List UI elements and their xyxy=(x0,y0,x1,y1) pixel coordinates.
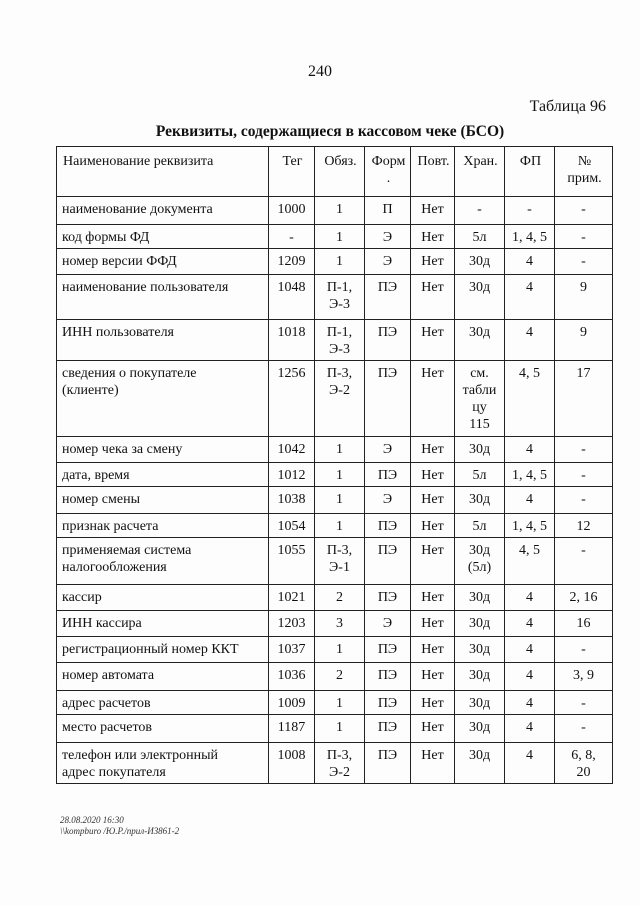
table-row xyxy=(57,225,613,249)
cell-mandatory: П-3, Э-1 xyxy=(315,538,365,585)
cell-name: применяемая система налогообложения xyxy=(57,538,269,585)
cell-storage: 30д xyxy=(455,320,505,361)
cell-storage: 30д xyxy=(455,487,505,514)
cell-name: номер смены xyxy=(57,487,269,514)
header-fp: ФП xyxy=(505,147,555,197)
cell-storage: 5л xyxy=(455,463,505,487)
cell-tag: 1038 xyxy=(269,487,315,514)
cell-name: регистрационный номер ККТ xyxy=(57,637,269,663)
cell-tag: 1036 xyxy=(269,663,315,691)
cell-note: 16 xyxy=(555,611,613,637)
cell-fp: 4 xyxy=(505,637,555,663)
cell-name: номер чека за смену xyxy=(57,437,269,463)
cell-repeat: Нет xyxy=(411,585,455,611)
header-storage: Хран. xyxy=(455,147,505,197)
cell-tag: 1037 xyxy=(269,637,315,663)
cell-repeat: Нет xyxy=(411,249,455,275)
table-row xyxy=(57,663,613,691)
cell-form: Э xyxy=(365,225,411,249)
header-tag: Тег xyxy=(269,147,315,197)
cell-form: ПЭ xyxy=(365,743,411,784)
header-repeat: Повт. xyxy=(411,147,455,197)
cell-repeat: Нет xyxy=(411,437,455,463)
cell-form: ПЭ xyxy=(365,538,411,585)
cell-tag: 1054 xyxy=(269,514,315,538)
cell-fp: 4, 5 xyxy=(505,538,555,585)
cell-form: ПЭ xyxy=(365,275,411,320)
cell-form: Э xyxy=(365,249,411,275)
cell-repeat: Нет xyxy=(411,487,455,514)
cell-fp: - xyxy=(505,197,555,225)
table-row xyxy=(57,437,613,463)
footer-line-1: 28.08.2020 16:30 xyxy=(60,815,124,825)
cell-note: - xyxy=(555,691,613,715)
cell-name: код формы ФД xyxy=(57,225,269,249)
cell-repeat: Нет xyxy=(411,743,455,784)
cell-tag: 1048 xyxy=(269,275,315,320)
cell-tag: 1203 xyxy=(269,611,315,637)
cell-storage: 30д xyxy=(455,249,505,275)
cell-fp: 4 xyxy=(505,715,555,743)
table-row xyxy=(57,585,613,611)
cell-note: 2, 16 xyxy=(555,585,613,611)
cell-mandatory: 1 xyxy=(315,463,365,487)
table-label: Таблица 96 xyxy=(529,98,606,115)
cell-repeat: Нет xyxy=(411,225,455,249)
cell-tag: 1012 xyxy=(269,463,315,487)
table-row xyxy=(57,320,613,361)
cell-mandatory: 2 xyxy=(315,663,365,691)
cell-note: - xyxy=(555,463,613,487)
cell-name: телефон или электронный адрес покупателя xyxy=(57,743,269,784)
cell-repeat: Нет xyxy=(411,691,455,715)
table-row xyxy=(57,514,613,538)
cell-note: - xyxy=(555,487,613,514)
table-row xyxy=(57,463,613,487)
table-row xyxy=(57,691,613,715)
cell-note: 17 xyxy=(555,361,613,437)
cell-repeat: Нет xyxy=(411,361,455,437)
cell-name: наименование документа xyxy=(57,197,269,225)
cell-fp: 1, 4, 5 xyxy=(505,225,555,249)
cell-tag: 1000 xyxy=(269,197,315,225)
table-row xyxy=(57,538,613,585)
cell-repeat: Нет xyxy=(411,715,455,743)
cell-mandatory: П-3, Э-2 xyxy=(315,361,365,437)
cell-mandatory: П-1, Э-3 xyxy=(315,320,365,361)
cell-storage: 30д xyxy=(455,637,505,663)
cell-mandatory: 2 xyxy=(315,585,365,611)
cell-storage: 30д xyxy=(455,611,505,637)
cell-fp: 4, 5 xyxy=(505,361,555,437)
cell-repeat: Нет xyxy=(411,611,455,637)
cell-mandatory: 1 xyxy=(315,225,365,249)
header-mandatory: Обяз. xyxy=(315,147,365,197)
cell-form: ПЭ xyxy=(365,361,411,437)
cell-form: ПЭ xyxy=(365,514,411,538)
cell-storage: 30д xyxy=(455,585,505,611)
table-title: Реквизиты, содержащиеся в кассовом чеке (БСО) xyxy=(155,123,505,140)
cell-tag: 1009 xyxy=(269,691,315,715)
cell-repeat: Нет xyxy=(411,463,455,487)
cell-mandatory: 3 xyxy=(315,611,365,637)
cell-fp: 4 xyxy=(505,691,555,715)
table-row xyxy=(57,743,613,784)
cell-repeat: Нет xyxy=(411,637,455,663)
cell-note: 3, 9 xyxy=(555,663,613,691)
cell-name: наименование пользователя xyxy=(57,275,269,320)
cell-form: ПЭ xyxy=(365,663,411,691)
cell-form: ПЭ xyxy=(365,463,411,487)
cell-repeat: Нет xyxy=(411,663,455,691)
cell-name: номер версии ФФД xyxy=(57,249,269,275)
cell-storage: 30д (5л) xyxy=(455,538,505,585)
cell-repeat: Нет xyxy=(411,538,455,585)
cell-name: дата, время xyxy=(57,463,269,487)
cell-fp: 4 xyxy=(505,585,555,611)
table-row xyxy=(57,275,613,320)
header-note: № прим. xyxy=(555,147,613,197)
cell-storage: 30д xyxy=(455,715,505,743)
cell-tag: 1008 xyxy=(269,743,315,784)
cell-storage: 30д xyxy=(455,275,505,320)
cell-mandatory: П-1, Э-3 xyxy=(315,275,365,320)
table-row xyxy=(57,197,613,225)
cell-repeat: Нет xyxy=(411,514,455,538)
cell-storage: 30д xyxy=(455,691,505,715)
cell-tag: 1021 xyxy=(269,585,315,611)
cell-fp: 4 xyxy=(505,743,555,784)
cell-note: - xyxy=(555,637,613,663)
cell-name: сведения о покупателе (клиенте) xyxy=(57,361,269,437)
table-body xyxy=(57,197,613,784)
cell-mandatory: 1 xyxy=(315,249,365,275)
cell-note: 9 xyxy=(555,320,613,361)
cell-storage: 30д xyxy=(455,743,505,784)
cell-fp: 4 xyxy=(505,275,555,320)
cell-mandatory: 1 xyxy=(315,715,365,743)
table-row xyxy=(57,361,613,437)
cell-name: номер автомата xyxy=(57,663,269,691)
cell-tag: 1187 xyxy=(269,715,315,743)
cell-tag: 1018 xyxy=(269,320,315,361)
cell-note: 6, 8, 20 xyxy=(555,743,613,784)
cell-storage: 30д xyxy=(455,663,505,691)
table-row xyxy=(57,611,613,637)
cell-note: 12 xyxy=(555,514,613,538)
cell-repeat: Нет xyxy=(411,275,455,320)
cell-form: П xyxy=(365,197,411,225)
cell-note: - xyxy=(555,249,613,275)
cell-storage: 5л xyxy=(455,225,505,249)
cell-form: Э xyxy=(365,437,411,463)
footer-stamp xyxy=(60,815,179,837)
cell-name: место расчетов xyxy=(57,715,269,743)
cell-mandatory: 1 xyxy=(315,637,365,663)
header-name: Наименование реквизита xyxy=(57,147,269,197)
requisites-table xyxy=(56,146,613,784)
cell-form: ПЭ xyxy=(365,637,411,663)
cell-form: ПЭ xyxy=(365,691,411,715)
cell-name: ИНН кассира xyxy=(57,611,269,637)
cell-form: ПЭ xyxy=(365,715,411,743)
cell-tag: 1055 xyxy=(269,538,315,585)
cell-fp: 4 xyxy=(505,320,555,361)
cell-name: ИНН пользователя xyxy=(57,320,269,361)
cell-mandatory: 1 xyxy=(315,487,365,514)
cell-fp: 4 xyxy=(505,663,555,691)
cell-fp: 1, 4, 5 xyxy=(505,463,555,487)
cell-tag: 1042 xyxy=(269,437,315,463)
cell-note: - xyxy=(555,225,613,249)
cell-mandatory: 1 xyxy=(315,197,365,225)
cell-fp: 4 xyxy=(505,611,555,637)
page-number: 240 xyxy=(308,63,332,80)
header-form: Форм . xyxy=(365,147,411,197)
cell-note: - xyxy=(555,538,613,585)
table-row xyxy=(57,715,613,743)
header-row xyxy=(57,147,613,197)
cell-mandatory: 1 xyxy=(315,691,365,715)
cell-tag: 1256 xyxy=(269,361,315,437)
cell-form: Э xyxy=(365,487,411,514)
cell-mandatory: П-3, Э-2 xyxy=(315,743,365,784)
cell-form: Э xyxy=(365,611,411,637)
cell-tag: 1209 xyxy=(269,249,315,275)
cell-form: ПЭ xyxy=(365,320,411,361)
cell-form: ПЭ xyxy=(365,585,411,611)
cell-repeat: Нет xyxy=(411,320,455,361)
cell-name: признак расчета xyxy=(57,514,269,538)
cell-storage: 5л xyxy=(455,514,505,538)
table-row xyxy=(57,249,613,275)
cell-fp: 4 xyxy=(505,487,555,514)
cell-note: - xyxy=(555,437,613,463)
cell-tag: - xyxy=(269,225,315,249)
cell-note: - xyxy=(555,197,613,225)
cell-repeat: Нет xyxy=(411,197,455,225)
footer-line-2: \\kompburo /Ю.Р./прил-ИЗ861-2 xyxy=(60,826,180,836)
cell-fp: 4 xyxy=(505,437,555,463)
table-row xyxy=(57,487,613,514)
cell-name: кассир xyxy=(57,585,269,611)
cell-storage: 30д xyxy=(455,437,505,463)
cell-note: - xyxy=(555,715,613,743)
cell-name: адрес расчетов xyxy=(57,691,269,715)
cell-storage: см. табли цу 115 xyxy=(455,361,505,437)
cell-storage: - xyxy=(455,197,505,225)
cell-mandatory: 1 xyxy=(315,514,365,538)
cell-note: 9 xyxy=(555,275,613,320)
table-row xyxy=(57,637,613,663)
cell-fp: 1, 4, 5 xyxy=(505,514,555,538)
cell-fp: 4 xyxy=(505,249,555,275)
cell-mandatory: 1 xyxy=(315,437,365,463)
